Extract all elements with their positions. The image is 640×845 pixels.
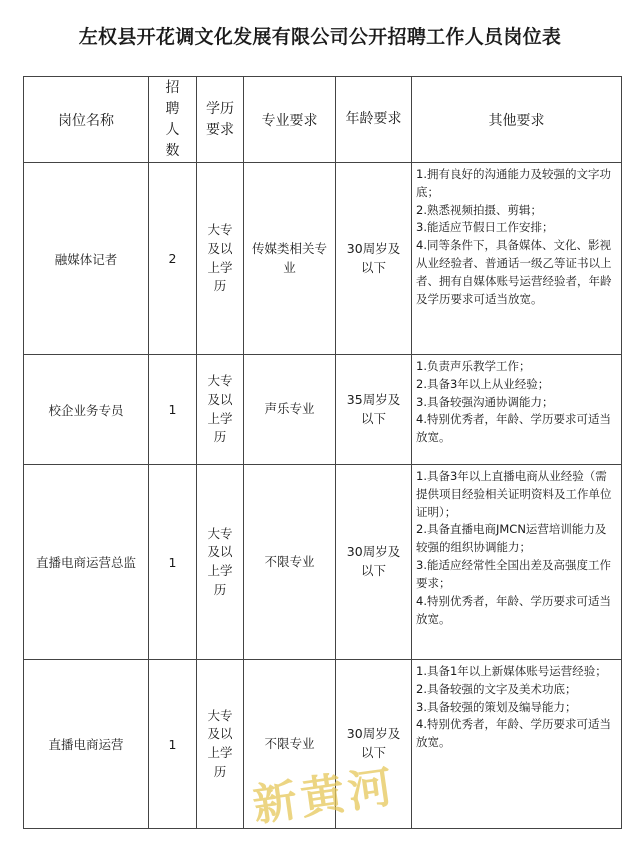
cell-major: [244, 660, 336, 829]
cell-age: [336, 660, 412, 829]
cell-position: 直播电商运营: [24, 660, 149, 829]
header-age-label: 年龄要求: [345, 111, 402, 127]
cell-other-requirements: [412, 660, 622, 829]
cell-major-text: 不限专业: [264, 735, 315, 751]
requirement-item: 3.具备较强的策划及编导能力；: [416, 699, 577, 714]
cell-position: 融媒体记者: [24, 163, 149, 355]
cell-age: [336, 355, 412, 465]
cell-major: [244, 465, 336, 660]
cell-education-text: 大专及以上学历: [207, 525, 233, 597]
cell-major: [244, 163, 336, 355]
cell-other-requirements: [412, 163, 622, 355]
cell-education-text: 大专及以上学历: [207, 707, 233, 779]
header-major: 专业要求: [244, 77, 336, 163]
cell-position: 直播电商运营总监: [24, 465, 149, 660]
header-count-label: 招聘人数: [165, 79, 180, 159]
cell-age-text: 30周岁及以下: [346, 240, 401, 275]
table-row: [24, 355, 622, 465]
requirement-item: 4.特别优秀者，年龄、学历要求可适当放宽。: [416, 717, 611, 750]
header-position: 岗位名称: [24, 77, 149, 163]
requirement-item: 4.同等条件下，具备媒体、文化、影视从业经验者、普通话一级乙等证书以上者、拥有自媒体账号运营经验者，年龄及学历要求可适当放宽。: [416, 238, 612, 306]
requirement-item: 1.负责声乐教学工作；: [416, 359, 531, 373]
cell-count: 1: [149, 465, 197, 660]
cell-education: [197, 355, 244, 465]
cell-position: 校企业务专员: [24, 355, 149, 465]
cell-major: [244, 355, 336, 465]
cell-education-text: 大专及以上学历: [207, 373, 233, 445]
requirement-item: 3.具备较强沟通协调能力；: [416, 394, 554, 409]
header-education: [197, 77, 244, 163]
cell-education-text: 大专及以上学历: [207, 222, 233, 294]
cell-major-text: 传媒类相关专业: [251, 240, 327, 275]
header-education-label: 学历要求: [206, 100, 234, 138]
cell-age-text: 30周岁及以下: [346, 726, 401, 760]
cell-count: 1: [149, 660, 197, 829]
requirement-item: 2.熟悉视频拍摄、剪辑；: [416, 202, 542, 217]
header-other: 其他要求: [412, 77, 622, 163]
requirement-item: 3.能适应经常性全国出差及高强度工作要求；: [416, 558, 611, 590]
cell-education: [197, 465, 244, 660]
cell-count: 1: [149, 355, 197, 465]
cell-major-text: 不限专业: [264, 553, 315, 569]
cell-age: [336, 465, 412, 660]
requirement-item: 2.具备3年以上从业经验；: [416, 376, 550, 391]
header-row: [24, 77, 622, 163]
header-age: [336, 77, 412, 163]
cell-age-text: 35周岁及以下: [346, 391, 401, 426]
cell-age-text: 30周岁及以下: [346, 544, 401, 578]
requirement-item: 1.拥有良好的沟通能力及较强的文字功底；: [416, 167, 611, 199]
table-row: [24, 465, 622, 660]
requirement-item: 4.特别优秀者，年龄、学历要求可适当放宽。: [416, 593, 611, 626]
cell-education: [197, 660, 244, 829]
table-row: [24, 163, 622, 355]
cell-count: 2: [149, 163, 197, 355]
watermark-logo: 新黄河: [249, 761, 400, 832]
cell-education: [197, 163, 244, 355]
requirement-item: 2.具备直播电商JMCN运营培训能力及较强的组织协调能力；: [416, 522, 607, 555]
requirement-item: 1.具备1年以上新媒体账号运营经验；: [416, 664, 607, 678]
table-row: [24, 660, 622, 829]
cell-other-requirements: [412, 355, 622, 465]
page-title: 左权县开花调文化发展有限公司公开招聘工作人员岗位表: [78, 26, 562, 48]
cell-other-requirements: [412, 465, 622, 660]
job-positions-table: [23, 76, 622, 829]
requirement-item: 4.特别优秀者，年龄、学历要求可适当放宽。: [416, 412, 611, 445]
cell-age: [336, 163, 412, 355]
requirement-item: 1.具备3年以上直播电商从业经验（需提供项目经验相关证明资料及工作单位证明）；: [416, 469, 612, 519]
requirement-item: 3.能适应节假日工作安排；: [416, 220, 554, 235]
requirement-item: 2.具备较强的文字及美术功底；: [416, 681, 577, 696]
header-count: [149, 77, 197, 163]
cell-major-text: 声乐专业: [264, 401, 315, 417]
